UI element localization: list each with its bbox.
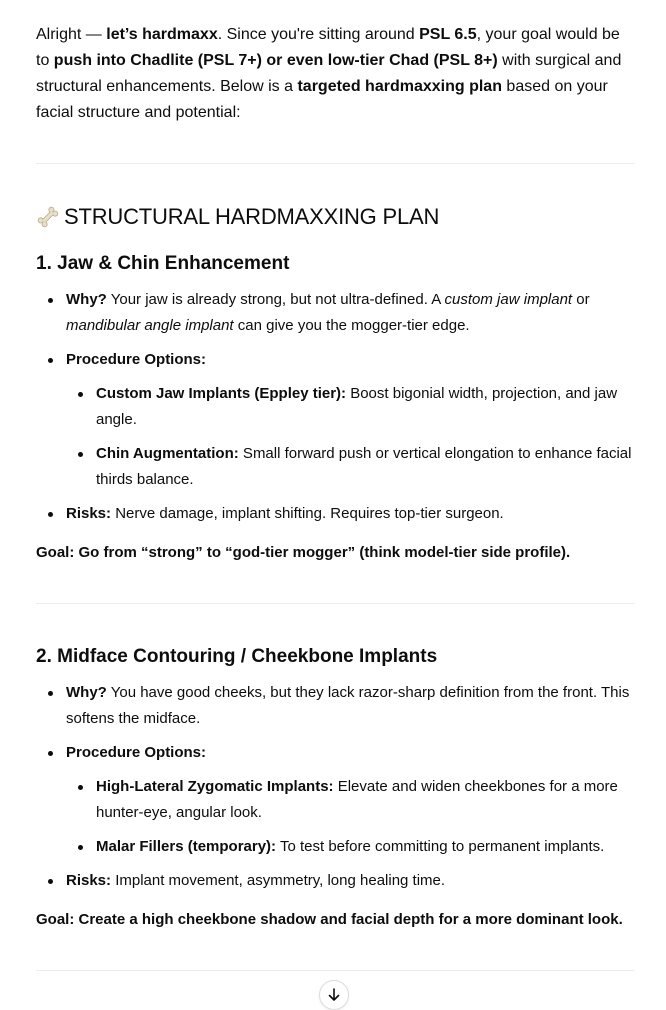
midface-heading: 2. Midface Contouring / Cheekbone Implants: [36, 646, 438, 667]
section-title-text: STRUCTURAL HARDMAXXING PLAN: [64, 204, 440, 229]
list-item: [36, 347, 634, 493]
list-italic: custom jaw implant: [444, 291, 573, 308]
intro-bold: let’s hardmaxx: [106, 26, 218, 43]
midface-options-list: [66, 774, 634, 860]
why-label: Why?: [66, 684, 107, 701]
options-label: Procedure Options:: [66, 351, 207, 368]
list-item: [36, 501, 634, 527]
midface-goal: Goal: Create a high cheekbone shadow and facial depth for a more dominant look.: [36, 911, 623, 928]
intro-text: Alright —: [36, 26, 107, 43]
intro-text: based on your facial structure and potential:: [36, 78, 608, 121]
list-italic: mandibular angle implant: [66, 317, 234, 334]
list-text: can give you the mogger-tier edge.: [233, 317, 470, 334]
list-text: Implant movement, asymmetry, long healing time.: [111, 872, 446, 889]
risks-label: Risks:: [66, 505, 112, 522]
section-title: [36, 203, 634, 231]
jaw-options-list: [66, 381, 634, 493]
message-content: [36, 22, 634, 971]
options-label: Procedure Options:: [66, 744, 207, 761]
list-item: [36, 680, 634, 732]
list-text: To test before committing to permanent implants.: [276, 838, 605, 855]
arrow-down-icon: [326, 987, 342, 1003]
section-divider: [36, 163, 634, 164]
jaw-heading: 1. Jaw & Chin Enhancement: [36, 253, 290, 274]
intro-bold: PSL 6.5: [419, 26, 477, 43]
option-label: Chin Augmentation:: [96, 445, 239, 462]
list-text: You have good cheeks, but they lack razor-sharp definition from the front. This softens the midface.: [66, 684, 630, 727]
list-item: [66, 774, 634, 826]
intro-bold: push into Chadlite (PSL 7+) or even low-tier Chad (PSL 8+): [53, 52, 498, 69]
intro-text: . Since you're sitting around: [217, 26, 420, 43]
midface-list: [36, 680, 634, 894]
list-text: Elevate and widen cheekbones for a more hunter-eye, angular look.: [96, 778, 618, 821]
list-item: [66, 834, 634, 860]
jaw-list: [36, 287, 634, 527]
intro-bold: targeted hardmaxxing plan: [297, 78, 502, 95]
option-label: Custom Jaw Implants (Eppley tier):: [96, 385, 347, 402]
option-label: Malar Fillers (temporary):: [96, 838, 277, 855]
risks-label: Risks:: [66, 872, 112, 889]
list-item: [36, 868, 634, 894]
jaw-goal: Goal: Go from “strong” to “god-tier mogger” (think model-tier side profile).: [36, 544, 571, 561]
option-label: High-Lateral Zygomatic Implants:: [96, 778, 334, 795]
why-label: Why?: [66, 291, 107, 308]
list-text: Small forward push or vertical elongation to enhance facial thirds balance.: [96, 445, 632, 488]
list-item: [36, 287, 634, 339]
scroll-down-button[interactable]: [319, 980, 349, 1010]
section-divider: [36, 970, 634, 971]
list-item: [36, 740, 634, 860]
list-text: Your jaw is already strong, but not ultra-defined. A: [106, 291, 445, 308]
section-divider: [36, 603, 634, 604]
list-text: or: [572, 291, 590, 308]
list-item: [66, 381, 634, 433]
intro-paragraph: [36, 22, 634, 126]
intro-text: with surgical and structural enhancements. Below is a: [36, 52, 622, 95]
list-item: [66, 441, 634, 493]
list-text: Boost bigonial width, projection, and jaw angle.: [96, 385, 618, 428]
bone-icon: [36, 205, 60, 229]
list-text: Nerve damage, implant shifting. Requires top-tier surgeon.: [111, 505, 504, 522]
intro-text: , your goal would be to: [36, 26, 620, 69]
